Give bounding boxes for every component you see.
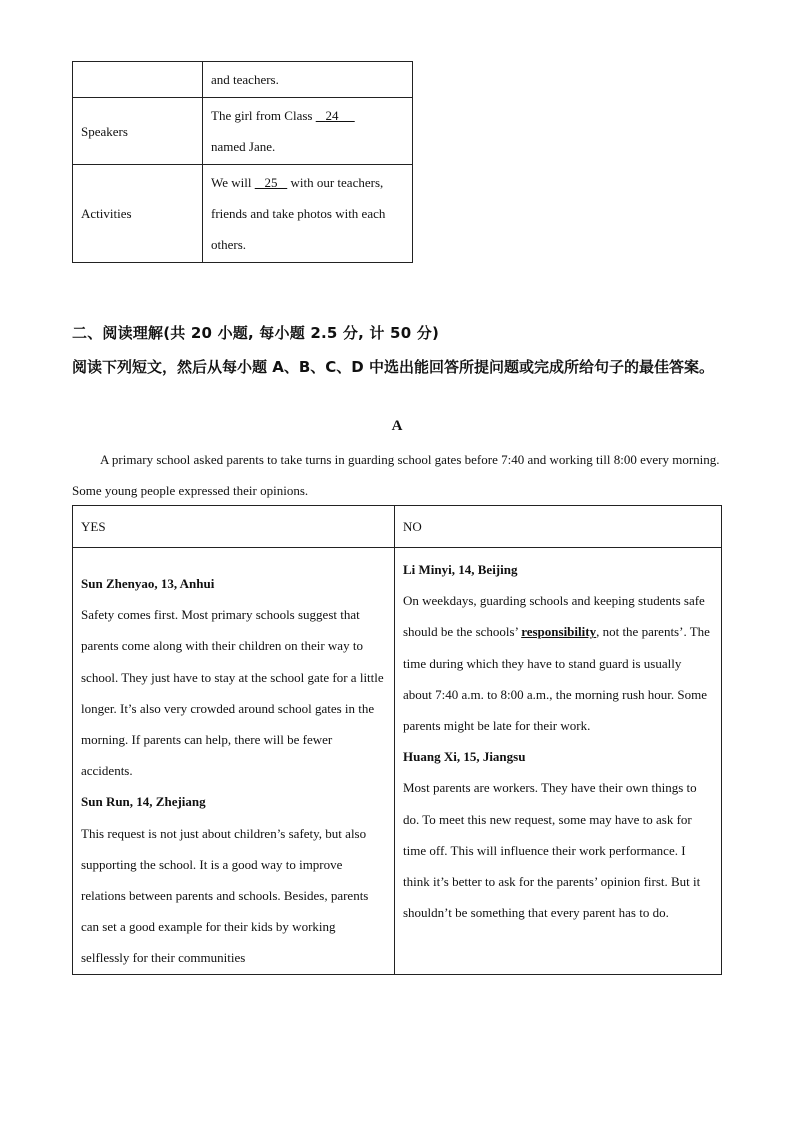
table-row — [73, 98, 413, 165]
speaker-name: Sun Zhenyao, 13, Anhui — [81, 576, 215, 591]
opinions-table — [72, 505, 722, 975]
row-label: Activities — [73, 165, 203, 263]
opinion-text: This request is not just about children’s safety, but also supporting the school. It is a good way to improve relations between parents and schools. Besides, parents can set a good example for their kids by working selflessly for their communities — [81, 825, 369, 966]
keyword-responsibility: responsibility — [521, 624, 597, 640]
speaker-name: Sun Run, 14, Zhejiang — [81, 794, 206, 810]
header-no: NO — [395, 506, 722, 548]
row-value: We will 25 with our teachers, friends and take photos with each others. — [203, 165, 413, 263]
table-row — [73, 548, 722, 975]
speaker-name: Huang Xi, 15, Jiangsu — [403, 749, 526, 765]
row-value: and teachers. — [203, 62, 413, 98]
opinion-text: On weekdays, guarding schools and keeping students safe should be the schools’ responsibility, not the parents’. The time during which they have to stand guard is usually about 7:40 a.m. to 8:00 a.m., the morning rush hour. Some parents might be late for their work. — [403, 593, 710, 734]
table-row — [73, 165, 413, 263]
event-info-table — [72, 61, 413, 263]
answer-blank-25: 25 — [264, 175, 278, 190]
passage-label: A — [391, 418, 403, 434]
table-header-row — [73, 506, 722, 548]
section-instruction: 阅读下列短文，然后从每小题 A、B、C、D 中选出能回答所提问题或完成所给句子的最佳答案。 — [72, 358, 714, 376]
row-label — [73, 62, 203, 98]
yes-column — [73, 548, 395, 975]
table-row — [73, 62, 413, 98]
section-title: 二、阅读理解(共 20 小题, 每小题 2.5 分, 计 50 分) — [72, 324, 440, 342]
speaker-name: Li Minyi, 14, Beijing — [403, 562, 518, 577]
row-value: The girl from Class 24 named Jane. — [203, 98, 413, 165]
opinion-text: Most parents are workers. They have their own things to do. To meet this new request, some may have to ask for time off. This will influence their work performance. I think it’s better to ask for the parents’ opinion first. But it shouldn’t be something that every parent has to do. — [403, 780, 701, 921]
row-label: Speakers — [73, 98, 203, 165]
opinion-text: Safety comes first. Most primary schools suggest that parents come along with their children on their way to school. They just have to stay at the school gate for a little longer. It’s also very crowded around school gates in the morning. If parents can help, there will be fewer accidents. — [81, 607, 384, 779]
no-column — [395, 548, 722, 975]
passage-intro: A primary school asked parents to take turns in guarding school gates before 7:40 and working till 8:00 every morning. Some young people expressed their opinions. — [72, 452, 720, 498]
answer-blank-24: 24 — [325, 108, 339, 123]
header-yes: YES — [73, 506, 395, 548]
